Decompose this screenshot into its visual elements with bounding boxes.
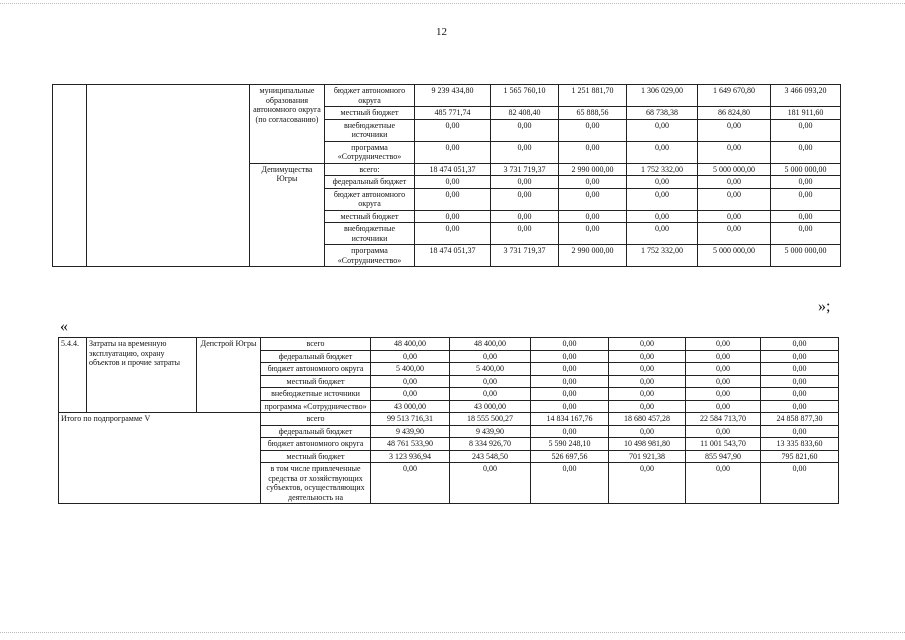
page-number: 12 bbox=[436, 26, 447, 38]
value-cell: 0,00 bbox=[761, 463, 839, 504]
value-cell: 68 738,38 bbox=[627, 107, 698, 120]
value-cell: 0,00 bbox=[491, 141, 559, 163]
value-cell: 3 731 719,37 bbox=[491, 163, 559, 176]
funding-source-cell: бюджет автономного округа bbox=[261, 363, 371, 376]
value-cell: 0,00 bbox=[698, 188, 771, 210]
value-cell: 0,00 bbox=[686, 338, 761, 351]
value-cell: 0,00 bbox=[686, 400, 761, 413]
value-cell: 1 752 332,00 bbox=[627, 163, 698, 176]
value-cell: 0,00 bbox=[761, 363, 839, 376]
funding-source-cell: всего bbox=[261, 338, 371, 351]
value-cell: 0,00 bbox=[609, 350, 686, 363]
funding-source-cell: бюджет автономного округа bbox=[325, 188, 415, 210]
value-cell: 855 947,90 bbox=[686, 450, 761, 463]
value-cell: 0,00 bbox=[450, 375, 531, 388]
value-cell: 0,00 bbox=[627, 223, 698, 245]
value-cell: 0,00 bbox=[686, 463, 761, 504]
item-number-cell: 5.4.4. bbox=[59, 338, 87, 413]
value-cell: 22 584 713,70 bbox=[686, 413, 761, 426]
value-cell: 5 000 000,00 bbox=[771, 245, 841, 267]
value-cell: 0,00 bbox=[531, 350, 609, 363]
value-cell: 0,00 bbox=[491, 223, 559, 245]
funding-source-cell: программа «Сотрудничество» bbox=[325, 141, 415, 163]
funding-source-cell: всего bbox=[261, 413, 371, 426]
value-cell: 3 123 936,94 bbox=[371, 450, 450, 463]
value-cell: 0,00 bbox=[761, 425, 839, 438]
scan-artifact-bottom bbox=[0, 632, 905, 633]
value-cell: 0,00 bbox=[627, 188, 698, 210]
value-cell: 0,00 bbox=[531, 388, 609, 401]
value-cell: 0,00 bbox=[771, 176, 841, 189]
value-cell: 181 911,60 bbox=[771, 107, 841, 120]
value-cell: 0,00 bbox=[371, 388, 450, 401]
value-cell: 0,00 bbox=[771, 210, 841, 223]
value-cell: 0,00 bbox=[371, 463, 450, 504]
empty-name-cell bbox=[87, 85, 250, 267]
value-cell: 3 731 719,37 bbox=[491, 245, 559, 267]
value-cell: 0,00 bbox=[371, 350, 450, 363]
value-cell: 1 649 670,80 bbox=[698, 85, 771, 107]
value-cell: 0,00 bbox=[609, 400, 686, 413]
table-row bbox=[59, 338, 839, 351]
value-cell: 0,00 bbox=[609, 338, 686, 351]
funding-source-cell: бюджет автономного округа bbox=[261, 438, 371, 451]
value-cell: 0,00 bbox=[415, 176, 491, 189]
value-cell: 0,00 bbox=[686, 388, 761, 401]
closing-quote-mark: »; bbox=[818, 298, 831, 315]
value-cell: 2 990 000,00 bbox=[559, 245, 627, 267]
value-cell: 0,00 bbox=[491, 210, 559, 223]
value-cell: 0,00 bbox=[559, 176, 627, 189]
value-cell: 48 761 533,90 bbox=[371, 438, 450, 451]
value-cell: 0,00 bbox=[450, 463, 531, 504]
value-cell: 0,00 bbox=[771, 188, 841, 210]
value-cell: 0,00 bbox=[415, 223, 491, 245]
value-cell: 0,00 bbox=[609, 463, 686, 504]
opening-quote-mark: « bbox=[60, 318, 68, 335]
funding-source-cell: в том числе привлеченные средства от хозяйствующих субъектов, осуществляющих деятельность на bbox=[261, 463, 371, 504]
value-cell: 9 439,90 bbox=[450, 425, 531, 438]
value-cell: 0,00 bbox=[609, 375, 686, 388]
value-cell: 1 251 881,70 bbox=[559, 85, 627, 107]
value-cell: 0,00 bbox=[559, 188, 627, 210]
value-cell: 0,00 bbox=[698, 119, 771, 141]
value-cell: 0,00 bbox=[686, 425, 761, 438]
value-cell: 0,00 bbox=[415, 141, 491, 163]
total-label-cell: Итого по подпрограмме V bbox=[59, 413, 261, 504]
funding-source-cell: местный бюджет bbox=[261, 375, 371, 388]
budget-table-continued bbox=[52, 84, 841, 267]
value-cell: 0,00 bbox=[761, 338, 839, 351]
value-cell: 0,00 bbox=[531, 375, 609, 388]
value-cell: 5 590 248,10 bbox=[531, 438, 609, 451]
value-cell: 1 306 029,00 bbox=[627, 85, 698, 107]
value-cell: 0,00 bbox=[491, 119, 559, 141]
value-cell: 0,00 bbox=[531, 400, 609, 413]
value-cell: 5 000 000,00 bbox=[771, 163, 841, 176]
executor-cell: муниципальные образования автономного округа (по согласованию) bbox=[250, 85, 325, 164]
executor-cell: Депстрой Югры bbox=[197, 338, 261, 413]
value-cell: 43 000,00 bbox=[371, 400, 450, 413]
subprogram-v-table bbox=[58, 337, 839, 504]
value-cell: 0,00 bbox=[415, 188, 491, 210]
value-cell: 0,00 bbox=[771, 119, 841, 141]
empty-number-cell bbox=[53, 85, 87, 267]
value-cell: 0,00 bbox=[761, 388, 839, 401]
value-cell: 0,00 bbox=[450, 388, 531, 401]
value-cell: 9 239 434,80 bbox=[415, 85, 491, 107]
value-cell: 0,00 bbox=[609, 388, 686, 401]
value-cell: 0,00 bbox=[698, 141, 771, 163]
value-cell: 0,00 bbox=[686, 363, 761, 376]
value-cell: 526 697,56 bbox=[531, 450, 609, 463]
value-cell: 0,00 bbox=[415, 210, 491, 223]
value-cell: 0,00 bbox=[686, 350, 761, 363]
value-cell: 0,00 bbox=[531, 425, 609, 438]
value-cell: 48 400,00 bbox=[450, 338, 531, 351]
value-cell: 86 824,80 bbox=[698, 107, 771, 120]
value-cell: 24 858 877,30 bbox=[761, 413, 839, 426]
value-cell: 82 408,40 bbox=[491, 107, 559, 120]
value-cell: 0,00 bbox=[771, 223, 841, 245]
value-cell: 0,00 bbox=[531, 463, 609, 504]
funding-source-cell: внебюджетные источники bbox=[325, 119, 415, 141]
value-cell: 0,00 bbox=[371, 375, 450, 388]
value-cell: 5 400,00 bbox=[450, 363, 531, 376]
value-cell: 0,00 bbox=[531, 338, 609, 351]
value-cell: 0,00 bbox=[627, 210, 698, 223]
value-cell: 0,00 bbox=[559, 141, 627, 163]
value-cell: 3 466 093,20 bbox=[771, 85, 841, 107]
funding-source-cell: местный бюджет bbox=[325, 107, 415, 120]
scan-artifact-top bbox=[0, 3, 905, 4]
item-name-cell: Затраты на временную эксплуатацию, охрану объектов и прочие затраты bbox=[87, 338, 197, 413]
value-cell: 0,00 bbox=[761, 350, 839, 363]
value-cell: 0,00 bbox=[491, 188, 559, 210]
value-cell: 0,00 bbox=[761, 375, 839, 388]
value-cell: 0,00 bbox=[609, 363, 686, 376]
value-cell: 701 921,38 bbox=[609, 450, 686, 463]
value-cell: 485 771,74 bbox=[415, 107, 491, 120]
value-cell: 0,00 bbox=[559, 210, 627, 223]
value-cell: 18 474 051,37 bbox=[415, 245, 491, 267]
value-cell: 9 439,90 bbox=[371, 425, 450, 438]
value-cell: 0,00 bbox=[627, 176, 698, 189]
value-cell: 48 400,00 bbox=[371, 338, 450, 351]
value-cell: 2 990 000,00 bbox=[559, 163, 627, 176]
value-cell: 65 888,56 bbox=[559, 107, 627, 120]
value-cell: 5 000 000,00 bbox=[698, 245, 771, 267]
funding-source-cell: всего: bbox=[325, 163, 415, 176]
value-cell: 0,00 bbox=[450, 350, 531, 363]
value-cell: 0,00 bbox=[609, 425, 686, 438]
funding-source-cell: внебюджетные источники bbox=[261, 388, 371, 401]
value-cell: 5 400,00 bbox=[371, 363, 450, 376]
value-cell: 795 821,60 bbox=[761, 450, 839, 463]
value-cell: 243 548,50 bbox=[450, 450, 531, 463]
funding-source-cell: местный бюджет bbox=[261, 450, 371, 463]
value-cell: 0,00 bbox=[698, 210, 771, 223]
value-cell: 0,00 bbox=[761, 400, 839, 413]
value-cell: 99 513 716,31 bbox=[371, 413, 450, 426]
funding-source-cell: федеральный бюджет bbox=[325, 176, 415, 189]
funding-source-cell: местный бюджет bbox=[325, 210, 415, 223]
value-cell: 13 335 833,60 bbox=[761, 438, 839, 451]
value-cell: 1 752 332,00 bbox=[627, 245, 698, 267]
executor-cell: Депимущества Югры bbox=[250, 163, 325, 267]
value-cell: 10 498 981,80 bbox=[609, 438, 686, 451]
value-cell: 0,00 bbox=[559, 223, 627, 245]
value-cell: 0,00 bbox=[531, 363, 609, 376]
funding-source-cell: внебюджетные источники bbox=[325, 223, 415, 245]
funding-source-cell: программа «Сотрудничество» bbox=[261, 400, 371, 413]
value-cell: 0,00 bbox=[771, 141, 841, 163]
value-cell: 43 000,00 bbox=[450, 400, 531, 413]
value-cell: 0,00 bbox=[415, 119, 491, 141]
value-cell: 0,00 bbox=[627, 119, 698, 141]
funding-source-cell: бюджет автономного округа bbox=[325, 85, 415, 107]
value-cell: 11 001 543,70 bbox=[686, 438, 761, 451]
value-cell: 14 834 167,76 bbox=[531, 413, 609, 426]
value-cell: 0,00 bbox=[627, 141, 698, 163]
value-cell: 0,00 bbox=[686, 375, 761, 388]
table-row bbox=[53, 85, 841, 107]
table-row bbox=[59, 413, 839, 426]
value-cell: 18 474 051,37 bbox=[415, 163, 491, 176]
funding-source-cell: федеральный бюджет bbox=[261, 350, 371, 363]
funding-source-cell: программа «Сотрудничество» bbox=[325, 245, 415, 267]
value-cell: 8 334 926,70 bbox=[450, 438, 531, 451]
value-cell: 0,00 bbox=[491, 176, 559, 189]
funding-source-cell: федеральный бюджет bbox=[261, 425, 371, 438]
value-cell: 0,00 bbox=[698, 223, 771, 245]
value-cell: 0,00 bbox=[559, 119, 627, 141]
value-cell: 18 555 500,27 bbox=[450, 413, 531, 426]
value-cell: 0,00 bbox=[698, 176, 771, 189]
value-cell: 1 565 760,10 bbox=[491, 85, 559, 107]
value-cell: 18 680 457,28 bbox=[609, 413, 686, 426]
value-cell: 5 000 000,00 bbox=[698, 163, 771, 176]
